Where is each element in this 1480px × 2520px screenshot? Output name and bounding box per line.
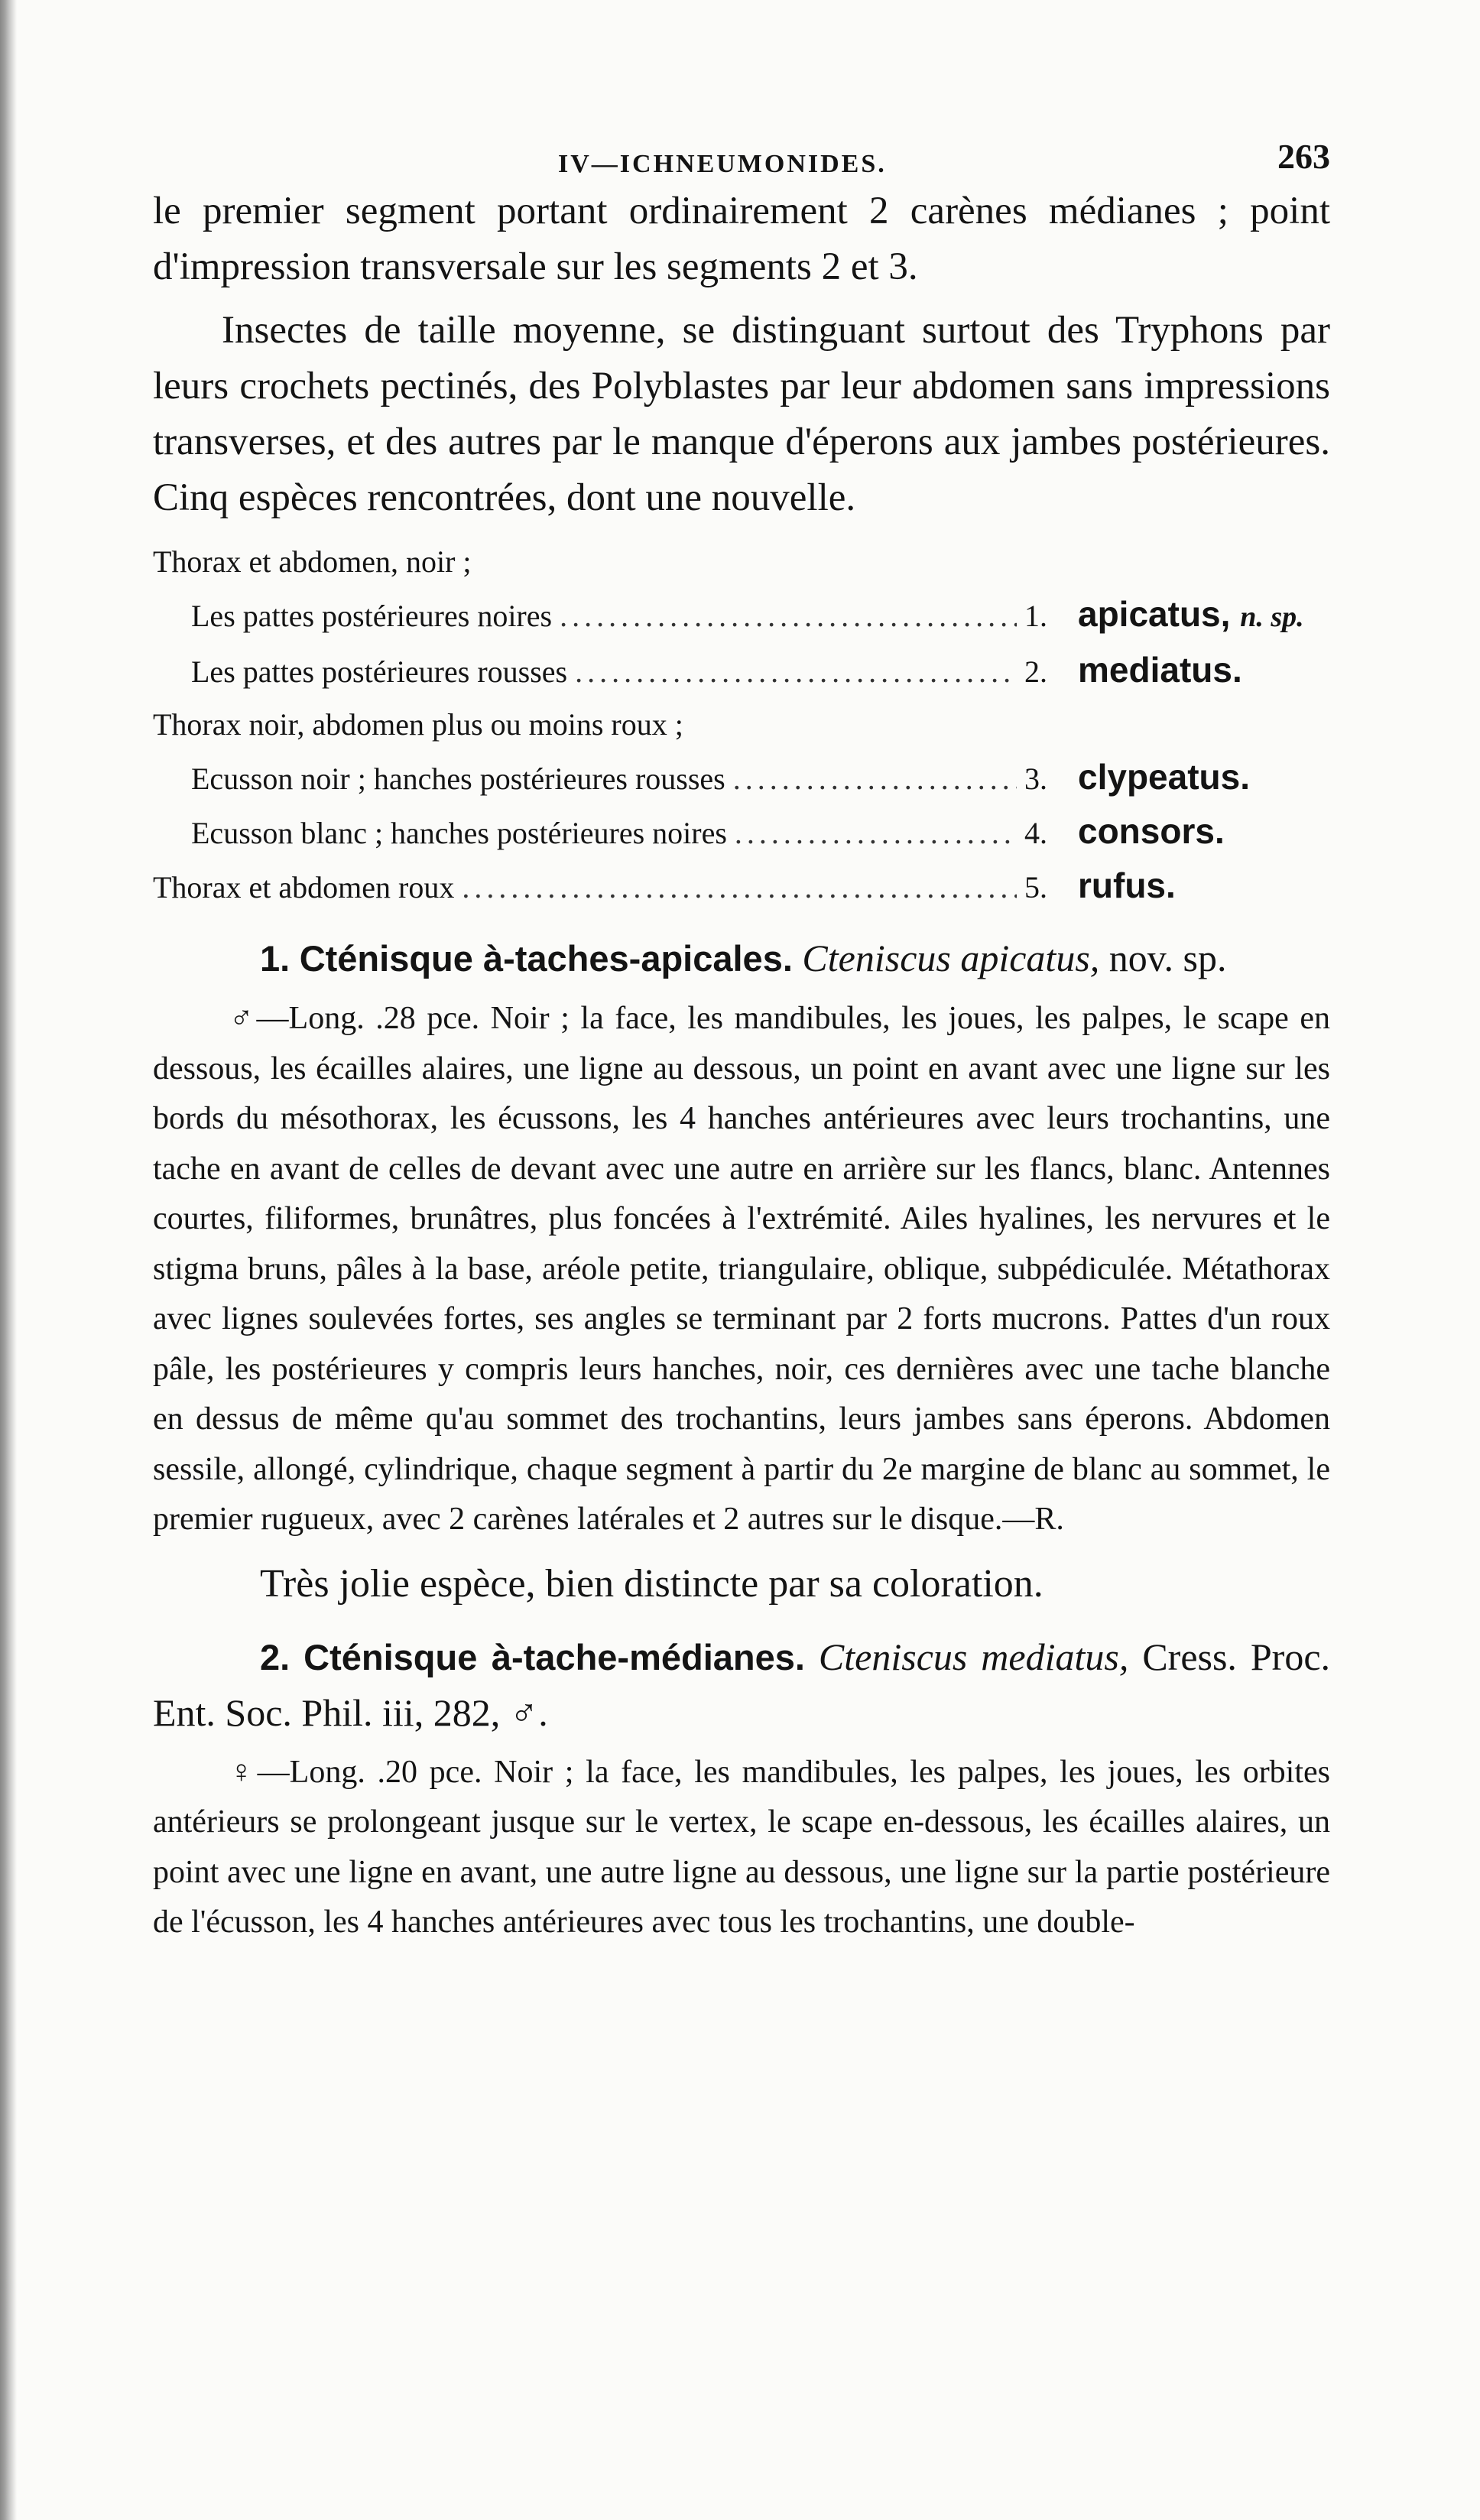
species-status: nov. sp.: [1108, 937, 1227, 979]
genus-description-paragraph: Insectes de taille moyenne, se distinguant surtout des Tryphons par leurs crochets pectinés, des Polyblastes par leur abdomen sans impressions transverses, et des autres par le manque d'éperons aux jambes postérieures. Cinq espèces rencontrées, dont une nouvelle.: [153, 309, 1330, 519]
key-entry-new-species: n. sp.: [1240, 601, 1304, 633]
key-entry-text: Les pattes postérieures noires: [191, 599, 553, 633]
species-french-name: Cténisque à-taches-apicales.: [299, 938, 793, 979]
species-description-apicatus: [153, 994, 1330, 1545]
page-edge-shadow: [0, 0, 17, 2520]
key-group-thorax-abdomen-black: [153, 535, 1330, 588]
key-group-thorax-black-abdomen-red: [153, 698, 1330, 751]
page-number: 263: [1277, 137, 1330, 176]
key-group-label: Thorax noir, abdomen plus ou moins roux ;: [153, 707, 683, 742]
book-page: [153, 115, 1330, 1948]
species-latin-name: Cteniscus apicatus,: [802, 937, 1100, 979]
species-number: 1.: [260, 938, 290, 979]
description-body: palpes, le scape en dessous, les écailles alaires, une ligne au dessous, un point en avant avec une ligne sur les bords du mésothorax, les écussons, les 4 hanches antérieures avec leurs trochantins, une tache en avant de celles de devant avec une autre en arrière sur les flancs, blanc. Antennes courtes, filiformes, brunâtres, plus foncées à l'extrémité. Ailes hyalines, les nervures et le stigma bruns, pâles à la base, aréole petite, triangulaire, oblique, subpédiculée. Métathorax avec lignes soulevées fortes, ses angles se terminant par 2 forts mucrons. Pattes d'un roux pâle, les postérieures y compris leurs hanches, noir, ces dernières avec une tache blanche en dessus de même qu'au sommet des trochantins, leurs jambes sans éperons. Abdomen sessile, allongé, cylindrique, chaque segment à partir du 2e margine de blanc au sommet, le premier rugueux, avec 2 carènes latérales et 2 autres sur le disque.—R.: [153, 1001, 1330, 1537]
key-entry-number: 1.: [1024, 599, 1047, 633]
running-header: [153, 115, 1330, 176]
leader-dots: [462, 861, 1017, 914]
leader-dots: [735, 807, 1017, 859]
species-latin-name: Cteniscus mediatus,: [818, 1635, 1129, 1678]
species-heading-mediatus: [153, 1629, 1330, 1740]
key-entry-clypeatus: [153, 751, 1330, 805]
key-entry-rufus: [153, 859, 1330, 914]
description-lead: ♀—Long. .20 pce. Noir ; la face, les mandibules, les palpes, les: [229, 1754, 1095, 1790]
key-entry-text: Thorax et abdomen roux: [153, 870, 455, 904]
key-entry-text: Ecusson noir ; hanches postérieures rousses: [191, 762, 725, 796]
key-group-label: Thorax et abdomen, noir ;: [153, 544, 472, 579]
key-entry-name: mediatus.: [1078, 650, 1242, 690]
key-entry-species: apicatus,: [1078, 594, 1231, 634]
key-entry-text: Les pattes postérieures rousses: [191, 654, 568, 689]
key-entry-consors: [153, 805, 1330, 859]
key-entry-mediatus: [153, 644, 1330, 698]
key-entry-name: clypeatus.: [1078, 757, 1250, 797]
key-entry-name: [1078, 588, 1330, 644]
species-number: 2.: [260, 1636, 290, 1677]
key-entry-name: consors.: [1078, 811, 1225, 851]
key-entry-number: 3.: [1024, 762, 1047, 796]
key-entry-name: rufus.: [1078, 865, 1176, 905]
species-remark: Très jolie espèce, bien distincte par sa coloration.: [260, 1561, 1043, 1606]
description-body: joues, les orbites antérieurs se prolongeant jusque sur le vertex, le scape en-dessous, les écailles alaires, un point avec une ligne en avant, une autre ligne au dessous, une ligne sur la partie postérieure de l'écusson, les 4 hanches antérieures avec tous les trochantins, une double-: [153, 1754, 1331, 1940]
key-entry-number: 2.: [1024, 654, 1047, 689]
description-lead: ♂—Long. .28 pce. Noir ; la face, les mandibules, les joues, les: [229, 1001, 1071, 1036]
running-title: IV—ICHNEUMONIDES.: [558, 150, 887, 178]
leader-dots: [560, 589, 1017, 642]
key-entry-number: 4.: [1024, 816, 1047, 850]
species-citation: Cress. Proc. Ent. Soc. Phil. iii, 282, ♂.: [153, 1635, 1331, 1734]
leader-dots: [733, 752, 1017, 805]
key-entry-text: Ecusson blanc ; hanches postérieures noires: [191, 816, 727, 850]
key-entry-apicatus: [153, 588, 1330, 644]
species-french-name: Cténisque à-tache-médianes.: [303, 1636, 805, 1677]
species-description-mediatus: [153, 1748, 1330, 1948]
intro-paragraph-continued: le premier segment portant ordinairement 2 carènes médianes ; point d'impression transversale sur les segments 2 et 3.: [153, 190, 1330, 288]
species-heading-apicatus: [153, 930, 1330, 986]
leader-dots: [575, 645, 1017, 698]
species-key: [153, 535, 1330, 914]
key-entry-number: 5.: [1024, 870, 1047, 904]
